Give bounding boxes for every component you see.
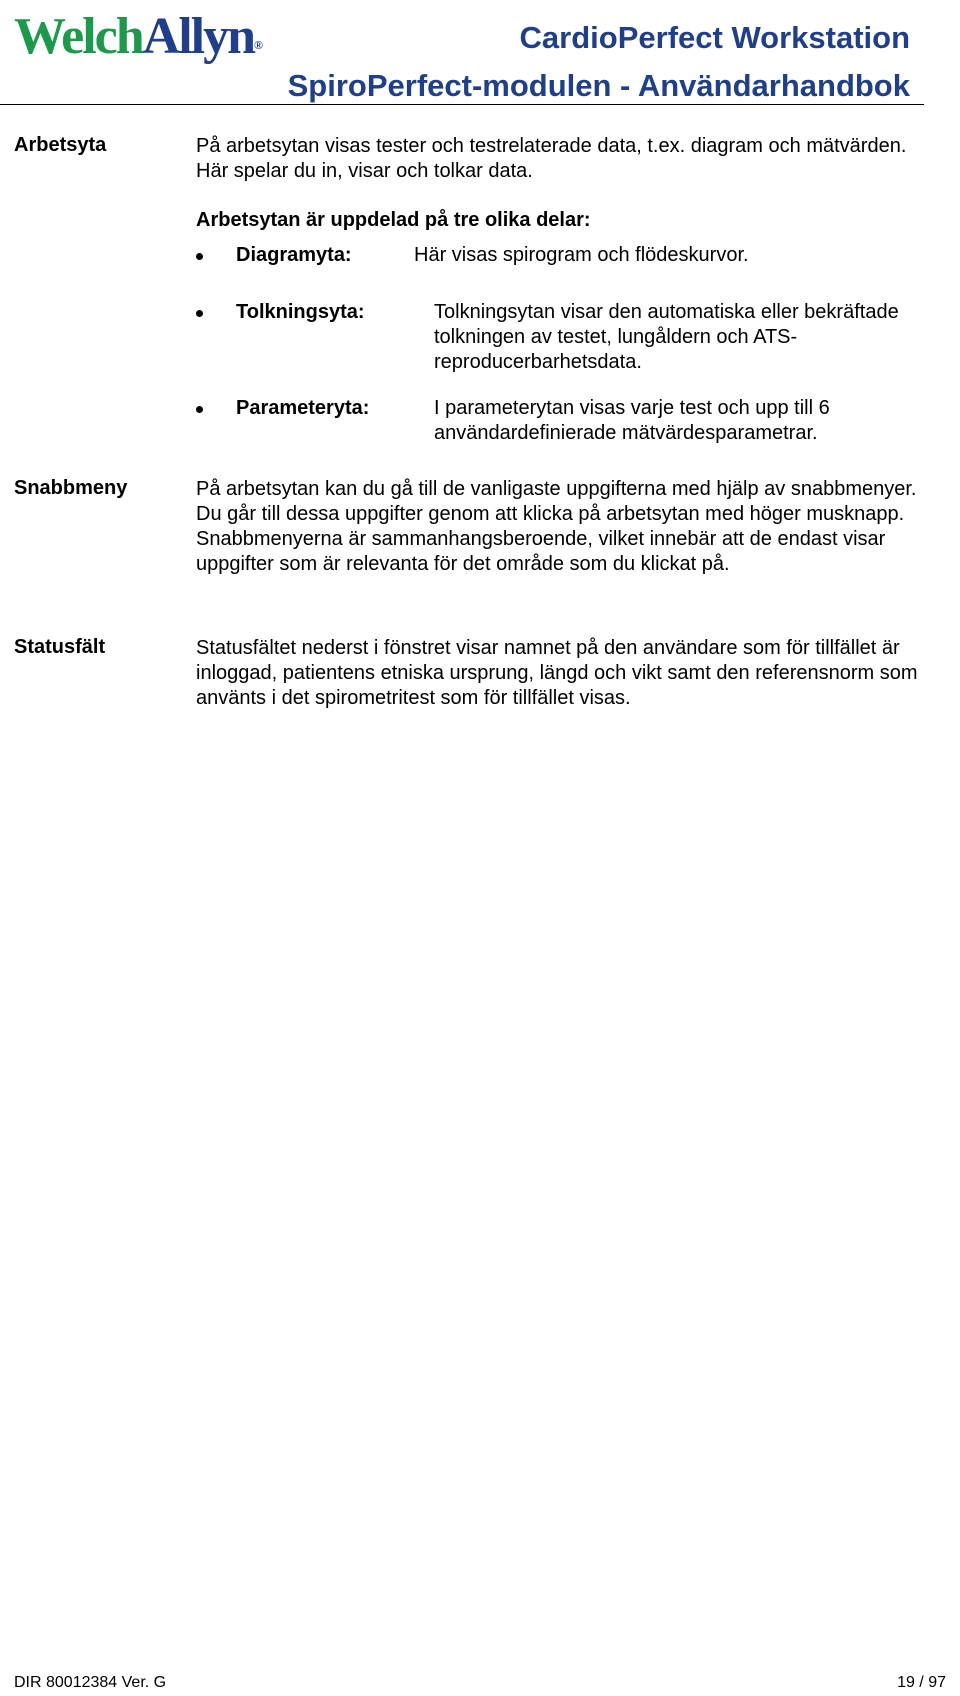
arbetsyta-intro [196, 134, 926, 184]
app-title: CardioPerfect Workstation [519, 20, 910, 55]
term-snabbmeny: Snabbmeny [14, 477, 128, 499]
list-item [196, 396, 926, 446]
document-title: SpiroPerfect-modulen - Användarhandbok [287, 68, 910, 103]
bullet-icon [196, 406, 203, 413]
term-arbetsyta: Arbetsyta [14, 134, 107, 156]
footer-page-number: 19 / 97 [897, 1674, 946, 1691]
bullet-text: Tolkningsytan visar den automatiska eller bekräftade tolkningen av testet, lungåldern och ATS-reproducerbarhetsdata. [434, 301, 899, 373]
bullet-label: Diagramyta: [236, 244, 352, 266]
bullet-label: Parameteryta: [236, 397, 370, 419]
arbetsyta-subheading-text: Arbetsytan är uppdelad på tre olika delar: [196, 209, 591, 231]
logo-welch-text: Welch [14, 8, 143, 65]
list-item [196, 300, 926, 375]
bullet-text: Här visas spirogram och flödeskurvor. [414, 244, 749, 266]
bullet-icon [196, 310, 203, 317]
statusfalt-text: Statusfältet nederst i fönstret visar namnet på den användare som för tillfället är inloggad, patientens etniska ursprung, längd och vikt samt den referensnorm som använts i det spirometritest som för tillfället visas. [196, 637, 918, 709]
arbetsyta-subheading [196, 208, 926, 233]
bullet-label: Tolkningsyta: [236, 301, 365, 323]
header-divider [0, 104, 924, 105]
statusfalt-body [196, 636, 926, 711]
welch-allyn-logo [14, 2, 344, 72]
list-item [196, 243, 926, 268]
arbetsyta-intro-text: På arbetsytan visas tester och testrelaterade data, t.ex. diagram och mätvärden. Här spelar du in, visar och tolkar data. [196, 135, 907, 182]
snabbmeny-body [196, 477, 926, 577]
term-statusfalt: Statusfält [14, 636, 106, 658]
bullet-text: I parameterytan visas varje test och upp till 6 användardefinierade mätvärdesparametrar. [434, 397, 830, 444]
footer-document-id: DIR 80012384 Ver. G [14, 1674, 167, 1691]
bullet-icon [196, 253, 203, 260]
registered-mark: ® [254, 38, 262, 52]
logo-allyn-text: Allyn [142, 8, 255, 65]
snabbmeny-text: På arbetsytan kan du gå till de vanligaste uppgifterna med hjälp av snabbmenyer. Du går till dessa uppgifter genom att klicka på arbetsytan med höger musknapp. Snabbmenyerna är sammanhangsberoende, vilket innebär att de endast visar uppgifter som är relevanta för det område som du klickat på. [196, 478, 917, 575]
page-header [0, 0, 960, 106]
